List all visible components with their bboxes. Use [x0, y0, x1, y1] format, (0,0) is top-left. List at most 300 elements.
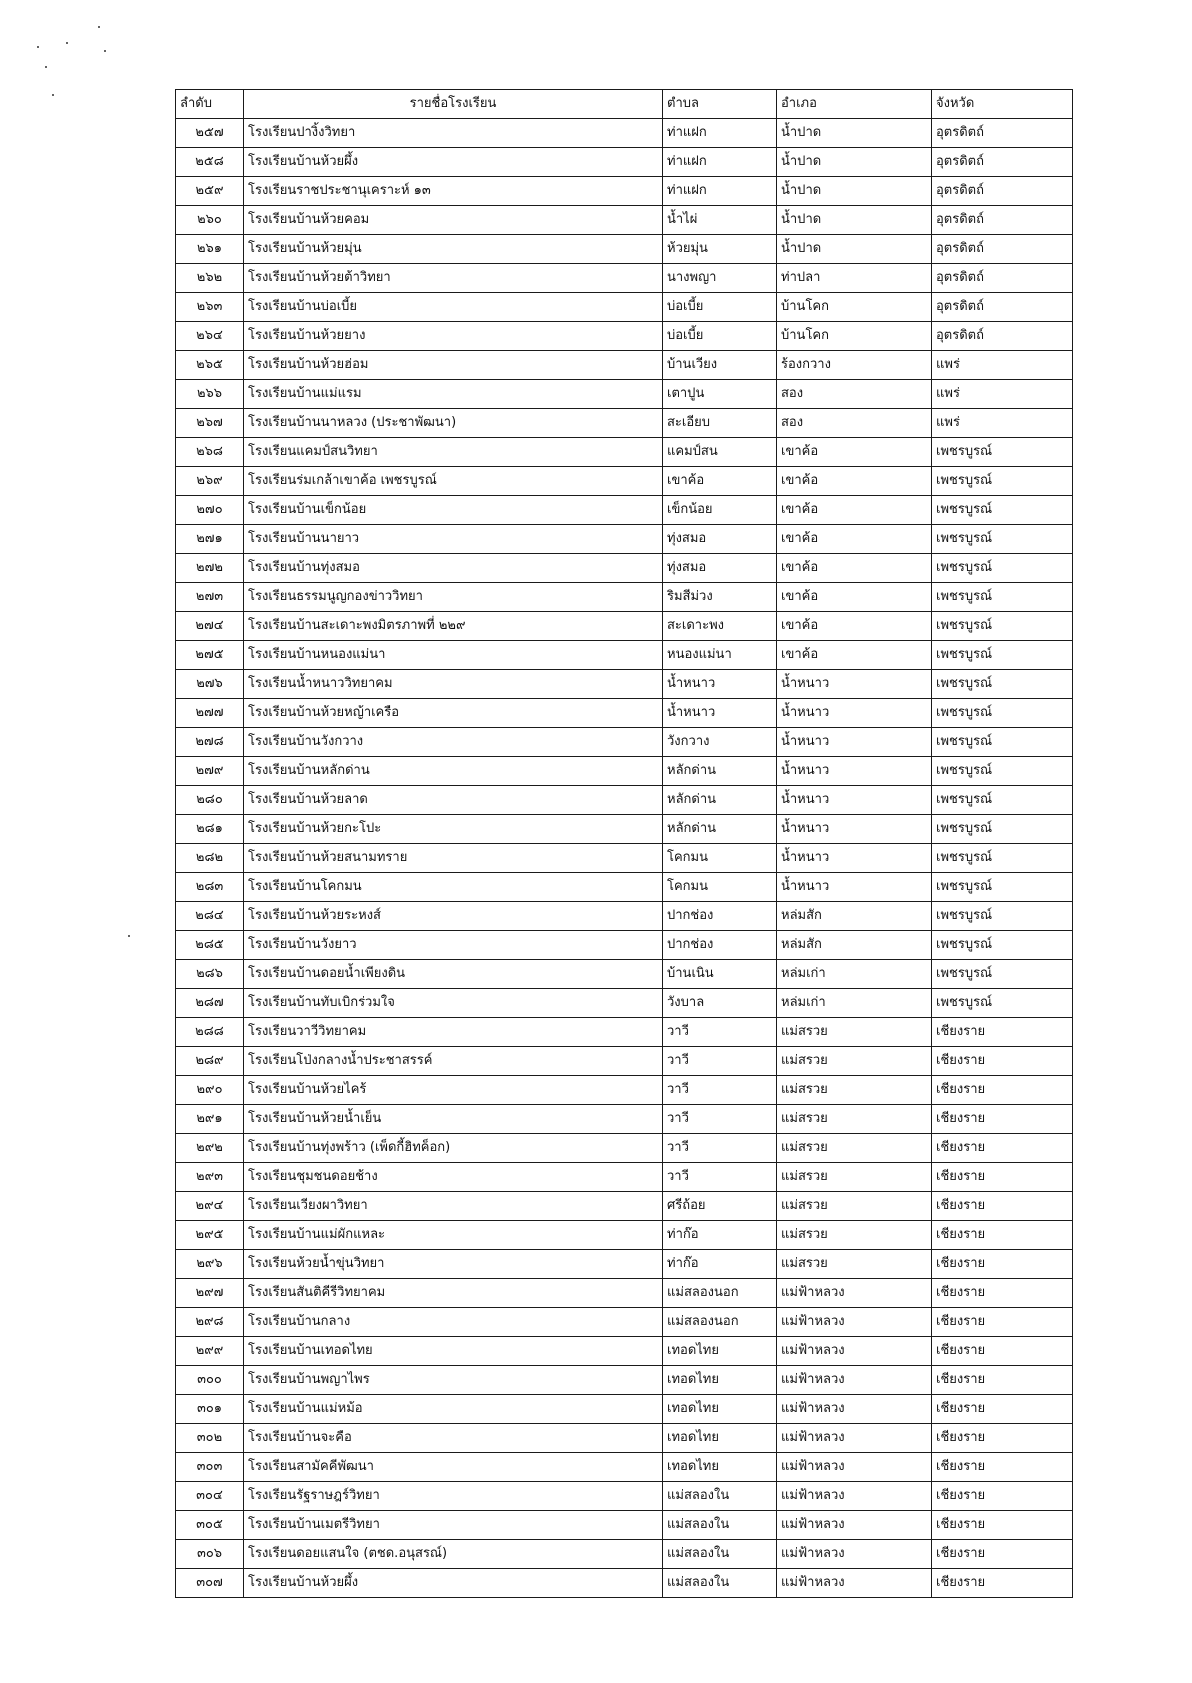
province: เชียงราย [932, 1395, 1073, 1424]
district: น้ำหนาว [777, 699, 932, 728]
province: เพชรบูรณ์ [932, 438, 1073, 467]
school-name: โรงเรียนบ้านหนองแม่นา [244, 641, 663, 670]
subdistrict: สะเอียบ [663, 409, 777, 438]
district: แม่ฟ้าหลวง [777, 1337, 932, 1366]
province: เชียงราย [932, 1482, 1073, 1511]
school-name: โรงเรียนราชประชานุเคราะห์ ๑๓ [244, 177, 663, 206]
province: เชียงราย [932, 1018, 1073, 1047]
district: หล่มเก่า [777, 989, 932, 1018]
school-name: โรงเรียนบ้านสะเดาะพงมิตรภาพที่ ๒๒๙ [244, 612, 663, 641]
subdistrict: เทอดไทย [663, 1337, 777, 1366]
row-number: ๓๐๓ [176, 1453, 244, 1482]
district: น้ำปาด [777, 206, 932, 235]
district: สอง [777, 409, 932, 438]
school-name: โรงเรียนบ้านแม่แรม [244, 380, 663, 409]
school-name: โรงเรียนแคมป์สนวิทยา [244, 438, 663, 467]
row-number: ๒๖๔ [176, 322, 244, 351]
province: เพชรบูรณ์ [932, 554, 1073, 583]
district: แม่ฟ้าหลวง [777, 1569, 932, 1598]
subdistrict: ศรีถ้อย [663, 1192, 777, 1221]
header-order: ลำดับ [176, 90, 244, 119]
subdistrict: ท่าแฝก [663, 148, 777, 177]
table-row [176, 525, 1073, 554]
table-row [176, 438, 1073, 467]
district: แม่ฟ้าหลวง [777, 1453, 932, 1482]
table-row [176, 119, 1073, 148]
district: บ้านโคก [777, 322, 932, 351]
row-number: ๒๗๐ [176, 496, 244, 525]
school-name: โรงเรียนบ้านเทอดไทย [244, 1337, 663, 1366]
school-name: โรงเรียนบ้านนาหลวง (ประชาพัฒนา) [244, 409, 663, 438]
district: เขาค้อ [777, 554, 932, 583]
district: เขาค้อ [777, 438, 932, 467]
row-number: ๒๘๓ [176, 873, 244, 902]
district: น้ำหนาว [777, 728, 932, 757]
table-row [176, 293, 1073, 322]
subdistrict: เทอดไทย [663, 1424, 777, 1453]
table-row [176, 351, 1073, 380]
subdistrict: เทอดไทย [663, 1453, 777, 1482]
row-number: ๒๙๐ [176, 1076, 244, 1105]
district: เขาค้อ [777, 612, 932, 641]
school-name: โรงเรียนบ้านกลาง [244, 1308, 663, 1337]
header-school-name: รายชื่อโรงเรียน [244, 90, 663, 119]
row-number: ๒๖๑ [176, 235, 244, 264]
subdistrict: วาวี [663, 1163, 777, 1192]
province: เชียงราย [932, 1076, 1073, 1105]
table-row [176, 380, 1073, 409]
subdistrict: นางพญา [663, 264, 777, 293]
row-number: ๒๖๐ [176, 206, 244, 235]
table-row [176, 728, 1073, 757]
table-body [176, 119, 1073, 1598]
school-name: โรงเรียนบ้านทุ่งพร้าว (เพ็ดกี้ฮิทค็อก) [244, 1134, 663, 1163]
province: แพร่ [932, 409, 1073, 438]
row-number: ๒๖๙ [176, 467, 244, 496]
table-row [176, 786, 1073, 815]
subdistrict: โคกมน [663, 844, 777, 873]
table-row [176, 1366, 1073, 1395]
school-name: โรงเรียนบ้านพญาไพร [244, 1366, 663, 1395]
table-row [176, 844, 1073, 873]
province: เพชรบูรณ์ [932, 728, 1073, 757]
subdistrict: ท่าแฝก [663, 119, 777, 148]
subdistrict: หนองแม่นา [663, 641, 777, 670]
subdistrict: เข็กน้อย [663, 496, 777, 525]
table-row [176, 1250, 1073, 1279]
province: เชียงราย [932, 1569, 1073, 1598]
province: เชียงราย [932, 1308, 1073, 1337]
table-row [176, 989, 1073, 1018]
district: แม่ฟ้าหลวง [777, 1279, 932, 1308]
table-row [176, 1279, 1073, 1308]
subdistrict: แม่สลองนอก [663, 1279, 777, 1308]
subdistrict: สะเดาะพง [663, 612, 777, 641]
subdistrict: ห้วยมุ่น [663, 235, 777, 264]
subdistrict: แม่สลองใน [663, 1540, 777, 1569]
school-name: โรงเรียนวาวีวิทยาคม [244, 1018, 663, 1047]
subdistrict: เตาปูน [663, 380, 777, 409]
table-row [176, 1482, 1073, 1511]
table-row [176, 1569, 1073, 1598]
subdistrict: แม่สลองใน [663, 1511, 777, 1540]
table-header-row [176, 90, 1073, 119]
table-row [176, 1192, 1073, 1221]
district: บ้านโคก [777, 293, 932, 322]
row-number: ๒๙๔ [176, 1192, 244, 1221]
table-row [176, 1308, 1073, 1337]
subdistrict: ท่าก๊อ [663, 1221, 777, 1250]
district: เขาค้อ [777, 525, 932, 554]
header-subdistrict: ตำบล [663, 90, 777, 119]
province: เชียงราย [932, 1540, 1073, 1569]
table-row [176, 931, 1073, 960]
scan-speck [66, 42, 68, 44]
subdistrict: แคมป์สน [663, 438, 777, 467]
subdistrict: ท่าแฝก [663, 177, 777, 206]
province: อุตรดิตถ์ [932, 322, 1073, 351]
subdistrict: ท่าก๊อ [663, 1250, 777, 1279]
subdistrict: ปากช่อง [663, 902, 777, 931]
school-name: โรงเรียนสันติคีรีวิทยาคม [244, 1279, 663, 1308]
school-name: โรงเรียนบ้านจะคือ [244, 1424, 663, 1453]
scan-speck [98, 26, 100, 28]
district: ร้องกวาง [777, 351, 932, 380]
school-name: โรงเรียนบ้านโคกมน [244, 873, 663, 902]
table-row [176, 902, 1073, 931]
school-name: โรงเรียนโป่งกลางน้ำประชาสรรค์ [244, 1047, 663, 1076]
table-row [176, 409, 1073, 438]
school-name: โรงเรียนบ้านห้วยยาง [244, 322, 663, 351]
subdistrict: วาวี [663, 1105, 777, 1134]
province: แพร่ [932, 351, 1073, 380]
row-number: ๒๘๔ [176, 902, 244, 931]
row-number: ๒๙๖ [176, 1250, 244, 1279]
scan-speck [52, 94, 54, 96]
table-row [176, 177, 1073, 206]
province: อุตรดิตถ์ [932, 148, 1073, 177]
school-name: โรงเรียนบ้านเมตรีวิทยา [244, 1511, 663, 1540]
subdistrict: บ่อเบี้ย [663, 322, 777, 351]
table-row [176, 815, 1073, 844]
province: เชียงราย [932, 1134, 1073, 1163]
school-name: โรงเรียนร่มเกล้าเขาค้อ เพชรบูรณ์ [244, 467, 663, 496]
scan-speck [104, 50, 106, 52]
subdistrict: ทุ่งสมอ [663, 554, 777, 583]
table-row [176, 1076, 1073, 1105]
row-number: ๒๖๖ [176, 380, 244, 409]
table-row [176, 1511, 1073, 1540]
province: เพชรบูรณ์ [932, 757, 1073, 786]
school-name: โรงเรียนน้ำหนาววิทยาคม [244, 670, 663, 699]
row-number: ๒๗๙ [176, 757, 244, 786]
row-number: ๒๘๑ [176, 815, 244, 844]
row-number: ๓๐๕ [176, 1511, 244, 1540]
table-row [176, 264, 1073, 293]
district: แม่ฟ้าหลวง [777, 1540, 932, 1569]
school-name: โรงเรียนบ้านนายาว [244, 525, 663, 554]
row-number: ๓๐๒ [176, 1424, 244, 1453]
table-row [176, 1395, 1073, 1424]
district: เขาค้อ [777, 583, 932, 612]
table-row [176, 583, 1073, 612]
school-name: โรงเรียนบ้านห้วยผึ้ง [244, 1569, 663, 1598]
subdistrict: วาวี [663, 1047, 777, 1076]
district: เขาค้อ [777, 641, 932, 670]
school-name: โรงเรียนรัฐราษฎร์วิทยา [244, 1482, 663, 1511]
district: แม่ฟ้าหลวง [777, 1482, 932, 1511]
row-number: ๒๗๔ [176, 612, 244, 641]
header-province: จังหวัด [932, 90, 1073, 119]
district: หล่มสัก [777, 931, 932, 960]
province: อุตรดิตถ์ [932, 264, 1073, 293]
province: อุตรดิตถ์ [932, 206, 1073, 235]
district: น้ำหนาว [777, 873, 932, 902]
row-number: ๒๗๑ [176, 525, 244, 554]
row-number: ๒๙๗ [176, 1279, 244, 1308]
school-name: โรงเรียนดอยแสนใจ (ตชด.อนุสรณ์) [244, 1540, 663, 1569]
row-number: ๒๘๙ [176, 1047, 244, 1076]
subdistrict: น้ำหนาว [663, 699, 777, 728]
table-row [176, 641, 1073, 670]
row-number: ๒๕๘ [176, 148, 244, 177]
subdistrict: หลักด่าน [663, 815, 777, 844]
subdistrict: ริมสีม่วง [663, 583, 777, 612]
subdistrict: น้ำไผ่ [663, 206, 777, 235]
district: แม่สรวย [777, 1047, 932, 1076]
school-name: โรงเรียนบ้านห้วยมุ่น [244, 235, 663, 264]
district: น้ำปาด [777, 235, 932, 264]
province: เพชรบูรณ์ [932, 960, 1073, 989]
row-number: ๒๖๕ [176, 351, 244, 380]
province: แพร่ [932, 380, 1073, 409]
row-number: ๒๗๗ [176, 699, 244, 728]
subdistrict: น้ำหนาว [663, 670, 777, 699]
row-number: ๒๕๗ [176, 119, 244, 148]
district: น้ำหนาว [777, 815, 932, 844]
school-name: โรงเรียนบ้านห้วยสนามทราย [244, 844, 663, 873]
scan-speck [128, 935, 130, 937]
subdistrict: แม่สลองใน [663, 1482, 777, 1511]
province: เพชรบูรณ์ [932, 699, 1073, 728]
school-name: โรงเรียนบ้านห้วยน้ำเย็น [244, 1105, 663, 1134]
scan-speck [45, 66, 47, 68]
table-row [176, 496, 1073, 525]
province: เพชรบูรณ์ [932, 931, 1073, 960]
table-row [176, 467, 1073, 496]
province: เพชรบูรณ์ [932, 989, 1073, 1018]
row-number: ๒๗๖ [176, 670, 244, 699]
row-number: ๓๐๖ [176, 1540, 244, 1569]
row-number: ๒๘๒ [176, 844, 244, 873]
province: เพชรบูรณ์ [932, 467, 1073, 496]
province: เพชรบูรณ์ [932, 641, 1073, 670]
table-row [176, 612, 1073, 641]
district: เขาค้อ [777, 496, 932, 525]
table-row [176, 960, 1073, 989]
header-district: อำเภอ [777, 90, 932, 119]
table-row [176, 235, 1073, 264]
school-name: โรงเรียนบ้านหลักด่าน [244, 757, 663, 786]
school-name: โรงเรียนบ้านทุ่งสมอ [244, 554, 663, 583]
subdistrict: วาวี [663, 1018, 777, 1047]
row-number: ๒๖๒ [176, 264, 244, 293]
province: เชียงราย [932, 1337, 1073, 1366]
province: เชียงราย [932, 1279, 1073, 1308]
row-number: ๒๙๙ [176, 1337, 244, 1366]
province: เชียงราย [932, 1511, 1073, 1540]
district: แม่ฟ้าหลวง [777, 1366, 932, 1395]
subdistrict: แม่สลองใน [663, 1569, 777, 1598]
subdistrict: เขาค้อ [663, 467, 777, 496]
school-name: โรงเรียนบ้านแม่หม้อ [244, 1395, 663, 1424]
school-name: โรงเรียนสามัคคีพัฒนา [244, 1453, 663, 1482]
table-row [176, 873, 1073, 902]
province: เพชรบูรณ์ [932, 815, 1073, 844]
province: เชียงราย [932, 1250, 1073, 1279]
province: เชียงราย [932, 1221, 1073, 1250]
table-row [176, 670, 1073, 699]
school-name: โรงเรียนบ้านบ่อเบี้ย [244, 293, 663, 322]
row-number: ๒๘๐ [176, 786, 244, 815]
school-name: โรงเรียนบ้านแม่ผักแหละ [244, 1221, 663, 1250]
school-name: โรงเรียนบ้านวังยาว [244, 931, 663, 960]
district: น้ำหนาว [777, 670, 932, 699]
row-number: ๓๐๑ [176, 1395, 244, 1424]
subdistrict: บ้านเวียง [663, 351, 777, 380]
province: เชียงราย [932, 1424, 1073, 1453]
district: น้ำปาด [777, 177, 932, 206]
school-name: โรงเรียนชุมชนดอยช้าง [244, 1163, 663, 1192]
table-row [176, 1134, 1073, 1163]
row-number: ๒๙๕ [176, 1221, 244, 1250]
school-name: โรงเรียนบ้านห้วยกะโปะ [244, 815, 663, 844]
row-number: ๒๖๘ [176, 438, 244, 467]
subdistrict: หลักด่าน [663, 786, 777, 815]
province: อุตรดิตถ์ [932, 293, 1073, 322]
province: เพชรบูรณ์ [932, 786, 1073, 815]
row-number: ๒๗๘ [176, 728, 244, 757]
table-row [176, 757, 1073, 786]
table-row [176, 1105, 1073, 1134]
subdistrict: วาวี [663, 1076, 777, 1105]
district: น้ำปาด [777, 148, 932, 177]
district: สอง [777, 380, 932, 409]
school-name: โรงเรียนบ้านเข็กน้อย [244, 496, 663, 525]
row-number: ๓๐๐ [176, 1366, 244, 1395]
row-number: ๒๙๘ [176, 1308, 244, 1337]
district: แม่ฟ้าหลวง [777, 1511, 932, 1540]
subdistrict: ปากช่อง [663, 931, 777, 960]
province: เชียงราย [932, 1453, 1073, 1482]
row-number: ๒๘๖ [176, 960, 244, 989]
school-name: โรงเรียนบ้านห้วยระหงส์ [244, 902, 663, 931]
row-number: ๒๘๗ [176, 989, 244, 1018]
district: แม่ฟ้าหลวง [777, 1395, 932, 1424]
province: เชียงราย [932, 1163, 1073, 1192]
subdistrict: วาวี [663, 1134, 777, 1163]
province: เชียงราย [932, 1105, 1073, 1134]
row-number: ๒๖๓ [176, 293, 244, 322]
table-row [176, 206, 1073, 235]
subdistrict: แม่สลองนอก [663, 1308, 777, 1337]
subdistrict: โคกมน [663, 873, 777, 902]
row-number: ๒๗๕ [176, 641, 244, 670]
province: เพชรบูรณ์ [932, 525, 1073, 554]
school-name: โรงเรียนธรรมนูญกองข่าววิทยา [244, 583, 663, 612]
subdistrict: บ่อเบี้ย [663, 293, 777, 322]
district: แม่สรวย [777, 1018, 932, 1047]
district: เขาค้อ [777, 467, 932, 496]
province: อุตรดิตถ์ [932, 119, 1073, 148]
district: แม่ฟ้าหลวง [777, 1308, 932, 1337]
district: แม่ฟ้าหลวง [777, 1424, 932, 1453]
district: แม่สรวย [777, 1134, 932, 1163]
province: เชียงราย [932, 1366, 1073, 1395]
school-name: โรงเรียนบ้านห้วยหญ้าเครือ [244, 699, 663, 728]
subdistrict: ทุ่งสมอ [663, 525, 777, 554]
province: เพชรบูรณ์ [932, 496, 1073, 525]
school-name: โรงเรียนห้วยน้ำขุ่นวิทยา [244, 1250, 663, 1279]
province: เพชรบูรณ์ [932, 873, 1073, 902]
district: แม่สรวย [777, 1105, 932, 1134]
table-row [176, 1163, 1073, 1192]
province: เพชรบูรณ์ [932, 612, 1073, 641]
district: แม่สรวย [777, 1250, 932, 1279]
table-row [176, 554, 1073, 583]
table-row [176, 1221, 1073, 1250]
district: หล่มสัก [777, 902, 932, 931]
school-name: โรงเรียนบ้านวังกวาง [244, 728, 663, 757]
table-row [176, 1540, 1073, 1569]
province: เชียงราย [932, 1192, 1073, 1221]
table-row [176, 148, 1073, 177]
school-name: โรงเรียนบ้านห้วยลาด [244, 786, 663, 815]
school-name: โรงเรียนปางิ้งวิทยา [244, 119, 663, 148]
district: แม่สรวย [777, 1192, 932, 1221]
table-row [176, 1047, 1073, 1076]
subdistrict: เทอดไทย [663, 1395, 777, 1424]
table-row [176, 1018, 1073, 1047]
school-name: โรงเรียนบ้านห้วยคอม [244, 206, 663, 235]
row-number: ๒๙๒ [176, 1134, 244, 1163]
table-row [176, 1453, 1073, 1482]
school-name: โรงเรียนบ้านทับเบิกร่วมใจ [244, 989, 663, 1018]
province: เพชรบูรณ์ [932, 844, 1073, 873]
table-row [176, 1337, 1073, 1366]
school-name: โรงเรียนบ้านห้วยต้าวิทยา [244, 264, 663, 293]
school-name: โรงเรียนบ้านดอยน้ำเพียงดิน [244, 960, 663, 989]
school-name: โรงเรียนเวียงผาวิทยา [244, 1192, 663, 1221]
subdistrict: เทอดไทย [663, 1366, 777, 1395]
district: หล่มเก่า [777, 960, 932, 989]
province: อุตรดิตถ์ [932, 177, 1073, 206]
row-number: ๓๐๗ [176, 1569, 244, 1598]
row-number: ๒๘๘ [176, 1018, 244, 1047]
province: อุตรดิตถ์ [932, 235, 1073, 264]
province: เพชรบูรณ์ [932, 902, 1073, 931]
district: น้ำหนาว [777, 844, 932, 873]
table-row [176, 699, 1073, 728]
district: น้ำหนาว [777, 757, 932, 786]
district: น้ำหนาว [777, 786, 932, 815]
row-number: ๒๙๓ [176, 1163, 244, 1192]
school-list-table [175, 89, 1073, 1598]
row-number: ๒๘๕ [176, 931, 244, 960]
subdistrict: วังบาล [663, 989, 777, 1018]
province: เพชรบูรณ์ [932, 670, 1073, 699]
row-number: ๓๐๔ [176, 1482, 244, 1511]
